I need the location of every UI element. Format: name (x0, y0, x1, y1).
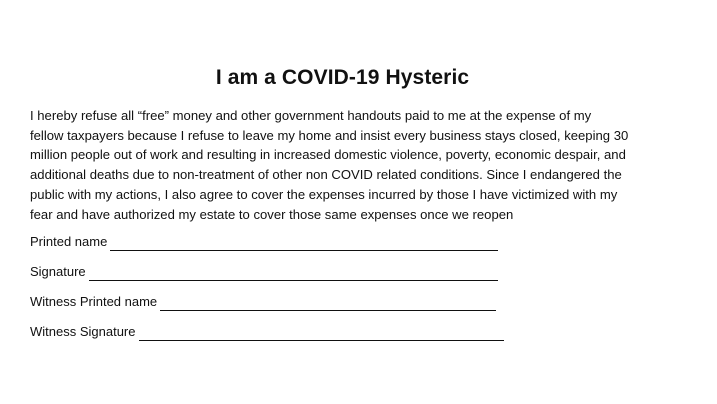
witness-signature-label: Witness Signature (30, 324, 136, 339)
signature-label: Signature (30, 264, 86, 279)
printed-name-label: Printed name (30, 234, 108, 249)
signature-field (30, 263, 498, 281)
witness-printed-name-field (30, 293, 496, 311)
document-body (30, 106, 662, 224)
witness-printed-name-line[interactable] (160, 296, 496, 311)
printed-name-line[interactable] (110, 236, 498, 251)
witness-signature-line[interactable] (139, 326, 504, 341)
printed-name-field (30, 233, 498, 251)
body-line: additional deaths due to non-treatment of other non COVID related conditions. Since I endangered the (30, 167, 622, 183)
document-title: I am a COVID-19 Hysteric (215, 66, 470, 89)
body-line: fear and have authorized my estate to cover those same expenses once we reopen (30, 206, 514, 222)
signature-line[interactable] (89, 266, 498, 281)
body-line: public with my actions, I also agree to cover the expenses incurred by those I have victimized with my (30, 186, 618, 202)
body-line: I hereby refuse all “free” money and other government handouts paid to me at the expense of my (30, 108, 592, 123)
body-line: fellow taxpayers because I refuse to leave my home and insist every business stays closed, keeping 30 (30, 127, 629, 143)
body-line: million people out of work and resulting in increased domestic violence, poverty, economic despair, and (30, 147, 626, 163)
witness-signature-field (30, 323, 504, 341)
witness-printed-name-label: Witness Printed name (30, 294, 158, 309)
